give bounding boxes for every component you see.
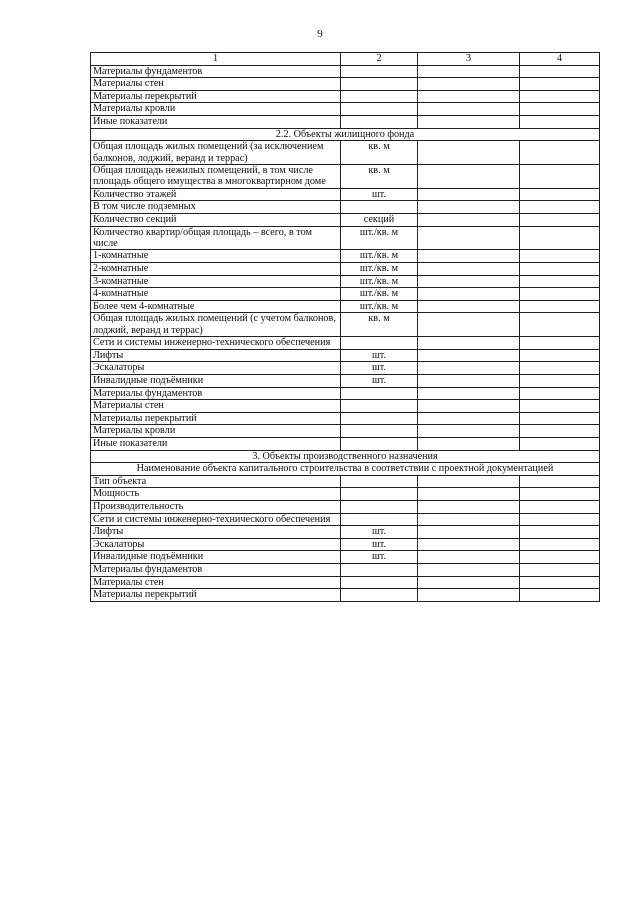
row-unit-cell [341, 589, 418, 602]
row-unit-cell: секций [341, 214, 418, 227]
row-unit-cell [341, 563, 418, 576]
row-unit-cell: шт. [341, 349, 418, 362]
table-row [91, 425, 600, 438]
table-row [91, 188, 600, 201]
table-row [91, 165, 600, 189]
row-unit-cell [341, 400, 418, 413]
row-value-cell-3 [418, 400, 520, 413]
block-2-rows [91, 141, 600, 450]
row-value-cell-4 [520, 387, 600, 400]
row-value-cell-3 [418, 425, 520, 438]
table-row [91, 362, 600, 375]
row-value-cell-3 [418, 387, 520, 400]
row-unit-cell [341, 78, 418, 91]
row-name-cell: Материалы стен [91, 78, 341, 91]
table-row [91, 488, 600, 501]
row-value-cell-4 [520, 337, 600, 350]
row-unit-cell: шт. [341, 538, 418, 551]
row-value-cell-4 [520, 400, 600, 413]
row-name-cell: Материалы стен [91, 400, 341, 413]
row-value-cell-3 [418, 141, 520, 165]
row-value-cell-3 [418, 300, 520, 313]
row-name-cell: Лифты [91, 526, 341, 539]
table-row [91, 288, 600, 301]
row-unit-cell: шт. [341, 551, 418, 564]
row-unit-cell: шт./кв. м [341, 250, 418, 263]
row-name-cell: Иные показатели [91, 115, 341, 128]
row-unit-cell [341, 65, 418, 78]
table-row [91, 563, 600, 576]
row-value-cell-3 [418, 563, 520, 576]
table-row [91, 538, 600, 551]
row-value-cell-3 [418, 412, 520, 425]
row-value-cell-3 [418, 475, 520, 488]
row-name-cell: Количество квартир/общая площадь – всего, в том числе [91, 226, 341, 250]
row-value-cell-4 [520, 165, 600, 189]
table-row [91, 90, 600, 103]
row-value-cell-3 [418, 501, 520, 514]
row-unit-cell: шт./кв. м [341, 226, 418, 250]
row-value-cell-4 [520, 250, 600, 263]
table-row [91, 337, 600, 350]
table-row [91, 438, 600, 451]
table-row [91, 589, 600, 602]
row-value-cell-4 [520, 576, 600, 589]
row-name-cell: Производительность [91, 501, 341, 514]
row-value-cell-4 [520, 275, 600, 288]
column-header-4: 4 [520, 53, 600, 66]
row-value-cell-4 [520, 226, 600, 250]
row-name-cell: Материалы кровли [91, 425, 341, 438]
row-value-cell-4 [520, 438, 600, 451]
table-row [91, 78, 600, 91]
row-value-cell-4 [520, 488, 600, 501]
row-unit-cell [341, 513, 418, 526]
row-name-cell: В том числе подземных [91, 201, 341, 214]
row-value-cell-3 [418, 115, 520, 128]
row-unit-cell [341, 201, 418, 214]
table-row [91, 313, 600, 337]
row-name-cell: Материалы стен [91, 576, 341, 589]
row-value-cell-4 [520, 538, 600, 551]
row-value-cell-3 [418, 78, 520, 91]
row-value-cell-4 [520, 425, 600, 438]
row-value-cell-4 [520, 288, 600, 301]
row-unit-cell: шт. [341, 362, 418, 375]
row-unit-cell [341, 425, 418, 438]
row-unit-cell [341, 488, 418, 501]
row-value-cell-4 [520, 563, 600, 576]
row-unit-cell [341, 438, 418, 451]
row-name-cell: 2-комнатные [91, 263, 341, 276]
table-row [91, 513, 600, 526]
table-row [91, 300, 600, 313]
characteristics-table [90, 52, 600, 602]
table-row [91, 250, 600, 263]
row-value-cell-4 [520, 375, 600, 388]
row-unit-cell [341, 412, 418, 425]
row-value-cell-3 [418, 201, 520, 214]
row-value-cell-4 [520, 589, 600, 602]
table-row [91, 214, 600, 227]
row-value-cell-3 [418, 226, 520, 250]
row-value-cell-3 [418, 214, 520, 227]
row-value-cell-3 [418, 65, 520, 78]
row-name-cell: Количество секций [91, 214, 341, 227]
table-row [91, 387, 600, 400]
row-value-cell-3 [418, 188, 520, 201]
row-name-cell: Тип объекта [91, 475, 341, 488]
row-value-cell-3 [418, 250, 520, 263]
column-header-2: 2 [341, 53, 418, 66]
row-value-cell-4 [520, 551, 600, 564]
row-name-cell: Материалы перекрытий [91, 412, 341, 425]
row-name-cell: Инвалидные подъёмники [91, 551, 341, 564]
table-row [91, 201, 600, 214]
row-unit-cell: шт./кв. м [341, 263, 418, 276]
row-value-cell-4 [520, 78, 600, 91]
row-name-cell: Эскалаторы [91, 362, 341, 375]
row-name-cell: Материалы фундаментов [91, 387, 341, 400]
row-name-cell: Материалы фундаментов [91, 65, 341, 78]
row-value-cell-3 [418, 438, 520, 451]
row-value-cell-4 [520, 90, 600, 103]
row-name-cell: Материалы кровли [91, 103, 341, 116]
row-name-cell: Более чем 4-комнатные [91, 300, 341, 313]
row-value-cell-3 [418, 488, 520, 501]
row-name-cell: 1-комнатные [91, 250, 341, 263]
row-value-cell-4 [520, 141, 600, 165]
section-subtitle-3: Наименование объекта капитального строительства в соответствии с проектной документацией [91, 463, 600, 476]
row-name-cell: Инвалидные подъёмники [91, 375, 341, 388]
section-row [91, 450, 600, 463]
row-value-cell-4 [520, 300, 600, 313]
row-value-cell-4 [520, 201, 600, 214]
table-row [91, 501, 600, 514]
row-value-cell-4 [520, 526, 600, 539]
row-value-cell-4 [520, 115, 600, 128]
row-value-cell-4 [520, 214, 600, 227]
row-name-cell: Иные показатели [91, 438, 341, 451]
row-unit-cell [341, 103, 418, 116]
row-value-cell-3 [418, 526, 520, 539]
row-value-cell-4 [520, 313, 600, 337]
table-row [91, 576, 600, 589]
table-row [91, 141, 600, 165]
row-value-cell-3 [418, 349, 520, 362]
row-unit-cell: шт./кв. м [341, 275, 418, 288]
row-name-cell: Лифты [91, 349, 341, 362]
row-unit-cell [341, 475, 418, 488]
row-unit-cell: шт. [341, 188, 418, 201]
row-name-cell: Количество этажей [91, 188, 341, 201]
row-value-cell-3 [418, 362, 520, 375]
row-unit-cell: шт./кв. м [341, 288, 418, 301]
table-row [91, 349, 600, 362]
row-name-cell: Сети и системы инженерно-технического обеспечения [91, 513, 341, 526]
row-value-cell-4 [520, 475, 600, 488]
block-1-rows [91, 65, 600, 128]
row-value-cell-3 [418, 165, 520, 189]
table-row [91, 400, 600, 413]
page-number: 9 [317, 28, 323, 40]
table-row [91, 526, 600, 539]
row-value-cell-3 [418, 551, 520, 564]
row-value-cell-3 [418, 375, 520, 388]
row-unit-cell: шт. [341, 526, 418, 539]
section-row [91, 128, 600, 141]
table-row [91, 263, 600, 276]
row-name-cell: Общая площадь жилых помещений (за исключением балконов, лоджий, веранд и террас) [91, 141, 341, 165]
row-name-cell: Общая площадь нежилых помещений, в том числе площадь общего имущества в многоквартирном доме [91, 165, 341, 189]
section-title-3: 3. Объекты производственного назначения [91, 450, 600, 463]
row-unit-cell [341, 115, 418, 128]
row-value-cell-4 [520, 103, 600, 116]
row-unit-cell: шт. [341, 375, 418, 388]
column-header-3: 3 [418, 53, 520, 66]
row-value-cell-4 [520, 412, 600, 425]
row-unit-cell [341, 501, 418, 514]
row-value-cell-3 [418, 90, 520, 103]
table-row [91, 551, 600, 564]
row-value-cell-3 [418, 288, 520, 301]
row-name-cell: Материалы фундаментов [91, 563, 341, 576]
column-header-1: 1 [91, 53, 341, 66]
block-3-rows [91, 475, 600, 601]
row-name-cell: Общая площадь жилых помещений (с учетом балконов, лоджий, веранд и террас) [91, 313, 341, 337]
row-value-cell-4 [520, 263, 600, 276]
table-row [91, 65, 600, 78]
row-value-cell-3 [418, 576, 520, 589]
table-row [91, 412, 600, 425]
row-unit-cell: шт./кв. м [341, 300, 418, 313]
row-value-cell-4 [520, 513, 600, 526]
section-subtitle-row [91, 463, 600, 476]
table-row [91, 103, 600, 116]
row-name-cell: Мощность [91, 488, 341, 501]
row-unit-cell [341, 387, 418, 400]
row-value-cell-4 [520, 65, 600, 78]
table-row [91, 375, 600, 388]
row-value-cell-4 [520, 362, 600, 375]
row-value-cell-4 [520, 188, 600, 201]
table-row [91, 275, 600, 288]
table-header-row [91, 53, 600, 66]
row-value-cell-3 [418, 513, 520, 526]
row-unit-cell: кв. м [341, 165, 418, 189]
table-row [91, 115, 600, 128]
row-name-cell: 4-комнатные [91, 288, 341, 301]
row-value-cell-3 [418, 263, 520, 276]
row-value-cell-3 [418, 337, 520, 350]
row-unit-cell [341, 337, 418, 350]
table-row [91, 226, 600, 250]
row-unit-cell [341, 576, 418, 589]
row-value-cell-3 [418, 538, 520, 551]
row-unit-cell [341, 90, 418, 103]
row-name-cell: Материалы перекрытий [91, 90, 341, 103]
row-unit-cell: кв. м [341, 313, 418, 337]
row-value-cell-4 [520, 349, 600, 362]
row-value-cell-4 [520, 501, 600, 514]
table-row [91, 475, 600, 488]
row-value-cell-3 [418, 589, 520, 602]
row-value-cell-3 [418, 313, 520, 337]
row-value-cell-3 [418, 103, 520, 116]
row-name-cell: Сети и системы инженерно-технического обеспечения [91, 337, 341, 350]
row-value-cell-3 [418, 275, 520, 288]
row-unit-cell: кв. м [341, 141, 418, 165]
row-name-cell: 3-комнатные [91, 275, 341, 288]
section-title-2-2: 2.2. Объекты жилищного фонда [91, 128, 600, 141]
row-name-cell: Эскалаторы [91, 538, 341, 551]
row-name-cell: Материалы перекрытий [91, 589, 341, 602]
